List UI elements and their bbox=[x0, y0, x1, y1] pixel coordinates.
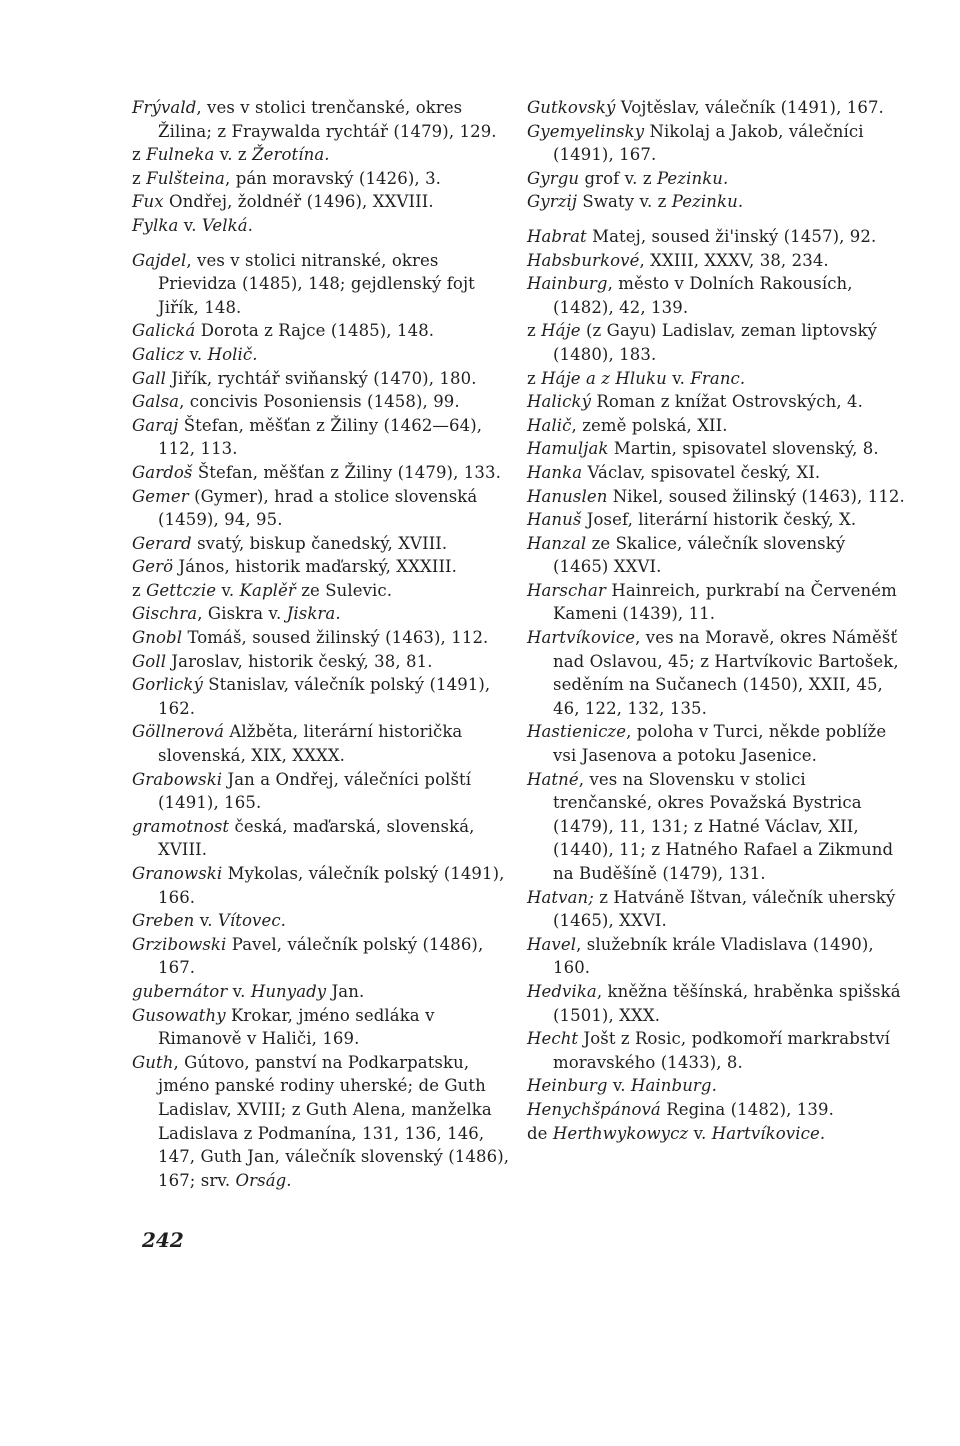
entry-italic-text: Gerard bbox=[132, 533, 192, 553]
entry-italic-text: Heinburg bbox=[527, 1076, 608, 1096]
entry-italic-text: Goll bbox=[132, 651, 167, 671]
entry-italic-text: Habsburkové bbox=[527, 250, 640, 270]
index-entry bbox=[527, 980, 905, 1027]
entry-italic-text: Pezinku. bbox=[671, 192, 744, 212]
entry-italic-text: Gutkovský bbox=[527, 98, 616, 117]
index-entry bbox=[132, 390, 510, 414]
entry-italic-text: Žerotína. bbox=[252, 145, 330, 165]
index-entry bbox=[527, 579, 905, 626]
entry-italic-text: Franc. bbox=[690, 368, 746, 388]
index-entry bbox=[132, 461, 510, 485]
index-entry bbox=[132, 1004, 510, 1051]
entry-text: Tomáš, soused žilinský (1463), 112. bbox=[182, 628, 489, 648]
index-entry bbox=[132, 579, 510, 603]
index-entry bbox=[132, 1051, 510, 1193]
entry-italic-text: Habrat bbox=[527, 226, 587, 246]
entry-text: Jiřík, rychtář sviňanský (1470), 180. bbox=[165, 368, 477, 388]
index-entry bbox=[527, 1122, 905, 1146]
entry-text: ze Sulevic. bbox=[295, 580, 393, 600]
entry-text: z bbox=[527, 321, 542, 341]
entry-text: Josef, literární historik český, X. bbox=[581, 510, 857, 530]
index-entry bbox=[132, 214, 510, 238]
entry-italic-text: Gall bbox=[132, 368, 166, 388]
index-entry bbox=[527, 120, 905, 167]
entry-italic-text: Hatné bbox=[527, 769, 579, 789]
entry-italic-text: Háje bbox=[541, 321, 581, 341]
entry-text: v. bbox=[227, 981, 251, 1001]
entry-italic-text: Galická bbox=[132, 321, 196, 341]
index-entry bbox=[132, 532, 510, 556]
index-entry bbox=[527, 414, 905, 438]
index-entry bbox=[132, 673, 510, 720]
index-entry bbox=[132, 414, 510, 461]
entry-italic-text: Gyrgu bbox=[527, 168, 580, 188]
entry-text: Regina (1482), 139. bbox=[660, 1099, 834, 1119]
entry-italic-text: Fulšteina bbox=[146, 168, 225, 188]
index-entry bbox=[527, 626, 905, 720]
index-entry bbox=[527, 190, 905, 214]
entry-italic-text: Fylka bbox=[132, 215, 179, 235]
entry-text: , země polská, XII. bbox=[571, 415, 728, 435]
entry-text: , město v Dolních Rakousích, (1482), 42, 139. bbox=[553, 274, 853, 317]
entry-text: Matej, soused ži'inský (1457), 92. bbox=[586, 226, 877, 246]
entry-text: , ves v stolici trenčanské, okres Žilina; z Fraywalda rychtář (1479), 129. bbox=[158, 98, 497, 141]
entry-italic-text: Hanuš bbox=[527, 510, 582, 530]
entry-text: Ondřej, žoldnéř (1496), XXVIII. bbox=[163, 192, 434, 212]
entry-italic-text: Fulneka bbox=[146, 145, 215, 165]
entry-italic-text: Orság. bbox=[235, 1170, 292, 1190]
index-entry bbox=[527, 167, 905, 191]
entry-text: (z Gayu) Ladislav, zeman liptovský (1480), 183. bbox=[553, 321, 878, 364]
entry-italic-text: Gyrzij bbox=[527, 192, 578, 212]
entry-text: , kněžna těšínská, hraběnka spišská (1501), XXX. bbox=[553, 981, 901, 1025]
index-entry bbox=[527, 1027, 905, 1074]
entry-text: (Gymer), hrad a stolice slovenská (1459), 94, 95. bbox=[158, 486, 478, 530]
entry-text: v. bbox=[178, 215, 202, 235]
entry-text: , ves na Slovensku v stolici trenčanské, okres Považská Bystrica (1479), 11, 131; z Hatné Václav, XII, (1440), 11; z Hatného Rafael a Zikmund na Buděšíně (1479), 131. bbox=[553, 769, 894, 883]
entry-text: z bbox=[527, 368, 542, 388]
index-entry bbox=[527, 933, 905, 980]
entry-text: , concivis Posoniensis (1458), 99. bbox=[179, 392, 460, 412]
entry-italic-text: Galicz bbox=[132, 344, 185, 364]
index-entry bbox=[527, 225, 905, 249]
entry-text: v. bbox=[688, 1123, 712, 1143]
entry-text: z bbox=[132, 580, 147, 600]
index-entry bbox=[527, 319, 905, 366]
entry-italic-text: gubernátor bbox=[132, 981, 228, 1001]
entry-text: , ves na Moravě, okres Náměšť nad Oslavou, 45; z Hartvíkovic Bartošek, seděním na Sučanech (1450), XXII, 45, 46, 122, 132, 135. bbox=[553, 628, 899, 718]
entry-text: Václav, spisovatel český, XI. bbox=[582, 462, 821, 482]
entry-text: v. bbox=[184, 344, 208, 364]
entry-italic-text: Vítovec. bbox=[217, 911, 287, 931]
entry-text: Štefan, měšťan z Žiliny (1462—64), 112, 113. bbox=[158, 415, 483, 459]
index-entry bbox=[132, 319, 510, 343]
entry-text: Vojtěslav, válečník (1491), 167. bbox=[615, 98, 884, 117]
entry-text: Jan a Ondřej, válečníci polští (1491), 165. bbox=[158, 769, 472, 813]
index-entry bbox=[132, 862, 510, 909]
entry-italic-text: Háje a z Hluku bbox=[541, 368, 667, 388]
entry-text: , Gútovo, panství na Podkarpatsku, jméno panské rodiny uherské; de Guth Ladislav, XVIII; z Guth Alena, manželka Ladislava z Podmanína, 131, 136, 146, 147, Guth Jan, válečník slovenský (1486), 167; srv. bbox=[158, 1052, 510, 1190]
entry-italic-text: Harschar bbox=[527, 580, 606, 600]
entry-text: grof v. z bbox=[579, 168, 657, 188]
entry-text: , pán moravský (1426), 3. bbox=[225, 168, 442, 188]
entry-italic-text: Velká. bbox=[201, 215, 254, 235]
index-entry bbox=[132, 909, 510, 933]
entry-text: Štefan, měšťan z Žiliny (1479), 133. bbox=[192, 462, 501, 482]
entry-italic-text: Hedvika bbox=[527, 981, 597, 1001]
index-entry bbox=[527, 461, 905, 485]
entry-text: Roman z knížat Ostrovských, 4. bbox=[591, 392, 864, 412]
entry-italic-text: gramotnost bbox=[132, 816, 230, 836]
index-entry bbox=[132, 143, 510, 167]
entry-text: , Giskra v. bbox=[197, 604, 287, 624]
index-entry bbox=[527, 96, 905, 120]
index-entry bbox=[132, 367, 510, 391]
entry-text: z Hatváně Ištvan, válečník uherský (1465), XXVI. bbox=[553, 887, 896, 931]
entry-italic-text: Göllnerová bbox=[132, 722, 225, 742]
index-entry bbox=[527, 249, 905, 273]
entry-italic-text: Gischra bbox=[132, 604, 198, 624]
index-entry bbox=[527, 532, 905, 579]
entry-italic-text: Greben bbox=[132, 911, 195, 931]
entry-text: v. bbox=[666, 368, 691, 388]
entry-italic-text: Fux bbox=[132, 192, 164, 212]
entry-text: v. bbox=[607, 1076, 631, 1096]
entry-italic-text: Kaplěř bbox=[239, 580, 296, 600]
entry-italic-text: Hainburg bbox=[527, 274, 608, 294]
index-entry bbox=[527, 886, 905, 933]
entry-text: z bbox=[132, 168, 147, 188]
index-entry bbox=[527, 485, 905, 509]
index-entry bbox=[132, 190, 510, 214]
entry-italic-text: Hanzal bbox=[527, 533, 587, 553]
entry-text: Hainreich, purkrabí na Červeném Kameni (1439), 11. bbox=[553, 580, 897, 624]
entry-text: Alžběta, literární historička slovenská, XIX, XXXX. bbox=[158, 722, 463, 766]
entry-text: , ves v stolici nitranské, okres Prievidza (1485), 148; gejdlenský fojt Jiřík, 148. bbox=[158, 250, 475, 317]
index-entry bbox=[132, 650, 510, 674]
entry-text: , služebník krále Vladislava (1490), 160. bbox=[553, 934, 874, 978]
entry-text: Nikolaj a Jakob, válečníci (1491), 167. bbox=[553, 121, 864, 165]
entry-italic-text: Gusowathy bbox=[132, 1005, 226, 1025]
entry-italic-text: Gardoš bbox=[132, 462, 193, 482]
index-entry bbox=[132, 933, 510, 980]
entry-italic-text: Grabowski bbox=[132, 769, 223, 789]
entry-italic-text: Gajdel bbox=[132, 250, 187, 270]
index-entry bbox=[527, 272, 905, 319]
entry-text: , poloha v Turci, někde poblíže vsi Jasenova a potoku Jasenice. bbox=[553, 722, 887, 766]
entry-italic-text: Herthwykowycz bbox=[552, 1123, 689, 1143]
entry-text: z bbox=[132, 145, 147, 165]
entry-italic-text: Grzibowski bbox=[132, 934, 227, 954]
entry-text: svatý, biskup čanedský, XVIII. bbox=[191, 533, 448, 553]
index-entry bbox=[132, 96, 510, 143]
entry-italic-text: Henychšpánová bbox=[527, 1099, 661, 1119]
entry-text: česká, maďarská, slovenská, XVIII. bbox=[158, 816, 475, 860]
index-entry bbox=[132, 602, 510, 626]
entry-italic-text: Gorlický bbox=[132, 675, 203, 695]
entry-italic-text: Hecht bbox=[527, 1029, 579, 1049]
left-index-column bbox=[132, 96, 510, 1192]
entry-text: de bbox=[527, 1123, 553, 1143]
index-entry bbox=[527, 437, 905, 461]
index-entry bbox=[527, 720, 905, 767]
entry-text: ze Skalice, válečník slovenský (1465) XXVI. bbox=[553, 533, 846, 577]
entry-italic-text: Gnobl bbox=[132, 628, 183, 648]
index-entry bbox=[132, 815, 510, 862]
right-index-column bbox=[527, 96, 905, 1145]
index-entry bbox=[132, 167, 510, 191]
entry-italic-text: Garaj bbox=[132, 415, 179, 435]
index-entry bbox=[132, 626, 510, 650]
index-entry bbox=[132, 485, 510, 532]
entry-text: Jan. bbox=[326, 981, 365, 1001]
entry-text: Pavel, válečník polský (1486), 167. bbox=[158, 934, 484, 978]
entry-italic-text: Gyemyelinsky bbox=[527, 121, 645, 141]
entry-text: v. z bbox=[214, 145, 253, 165]
entry-italic-text: Gemer bbox=[132, 486, 189, 506]
entry-text: Jaroslav, historik český, 38, 81. bbox=[166, 651, 433, 671]
entry-italic-text: Holič. bbox=[207, 344, 258, 364]
entry-italic-text: Galsa bbox=[132, 392, 180, 412]
entry-italic-text: Hartvíkovice bbox=[527, 628, 636, 648]
index-entry bbox=[527, 367, 905, 391]
index-entry bbox=[527, 1098, 905, 1122]
entry-text: Martin, spisovatel slovenský, 8. bbox=[608, 439, 879, 459]
entry-italic-text: Halič bbox=[527, 415, 572, 435]
entry-italic-text: Hastienicze bbox=[527, 722, 627, 742]
entry-italic-text: Hainburg. bbox=[631, 1076, 717, 1096]
entry-text: Mykolas, válečník polský (1491), 166. bbox=[158, 864, 505, 907]
entry-italic-text: Frývald bbox=[132, 98, 197, 117]
index-entry bbox=[132, 343, 510, 367]
page-number: 242 bbox=[142, 1228, 184, 1252]
entry-italic-text: Hanuslen bbox=[527, 486, 608, 506]
entry-text: Dorota z Rajce (1485), 148. bbox=[195, 321, 435, 341]
entry-italic-text: Hanka bbox=[527, 462, 583, 482]
index-entry bbox=[527, 1074, 905, 1098]
index-entry bbox=[132, 720, 510, 767]
entry-text: v. bbox=[194, 911, 218, 931]
entry-italic-text: Hatvan; bbox=[527, 887, 594, 907]
entry-italic-text: Havel bbox=[527, 934, 577, 954]
entry-text: Nikel, soused žilinský (1463), 112. bbox=[607, 486, 905, 506]
index-entry bbox=[132, 555, 510, 579]
index-entry bbox=[132, 768, 510, 815]
entry-italic-text: Hamuljak bbox=[527, 439, 609, 459]
entry-text: Stanislav, válečník polský (1491), 162. bbox=[158, 675, 491, 718]
entry-italic-text: Gettczie bbox=[146, 580, 217, 600]
entry-text: v. bbox=[216, 580, 240, 600]
entry-italic-text: Gerö bbox=[132, 557, 174, 577]
entry-italic-text: Hunyady bbox=[250, 981, 327, 1001]
entry-text: Swaty v. z bbox=[577, 192, 672, 212]
entry-text: Jošt z Rosic, podkomoří markrabství moravského (1433), 8. bbox=[553, 1029, 890, 1072]
entry-text: János, historik maďarský, XXXIII. bbox=[173, 557, 458, 577]
index-entry bbox=[132, 249, 510, 320]
entry-italic-text: Halický bbox=[527, 392, 592, 412]
entry-italic-text: Pezinku. bbox=[656, 168, 729, 188]
index-entry bbox=[527, 390, 905, 414]
entry-italic-text: Guth bbox=[132, 1052, 174, 1072]
index-entry bbox=[527, 508, 905, 532]
index-entry bbox=[527, 768, 905, 886]
index-entry bbox=[132, 980, 510, 1004]
entry-text: , XXIII, XXXV, 38, 234. bbox=[639, 250, 829, 270]
entry-italic-text: Jiskra. bbox=[286, 604, 341, 624]
entry-italic-text: Granowski bbox=[132, 864, 223, 883]
entry-italic-text: Hartvíkovice. bbox=[711, 1123, 826, 1143]
entry-text: Krokar, jméno sedláka v Rimanově v Haliči, 169. bbox=[158, 1005, 435, 1049]
